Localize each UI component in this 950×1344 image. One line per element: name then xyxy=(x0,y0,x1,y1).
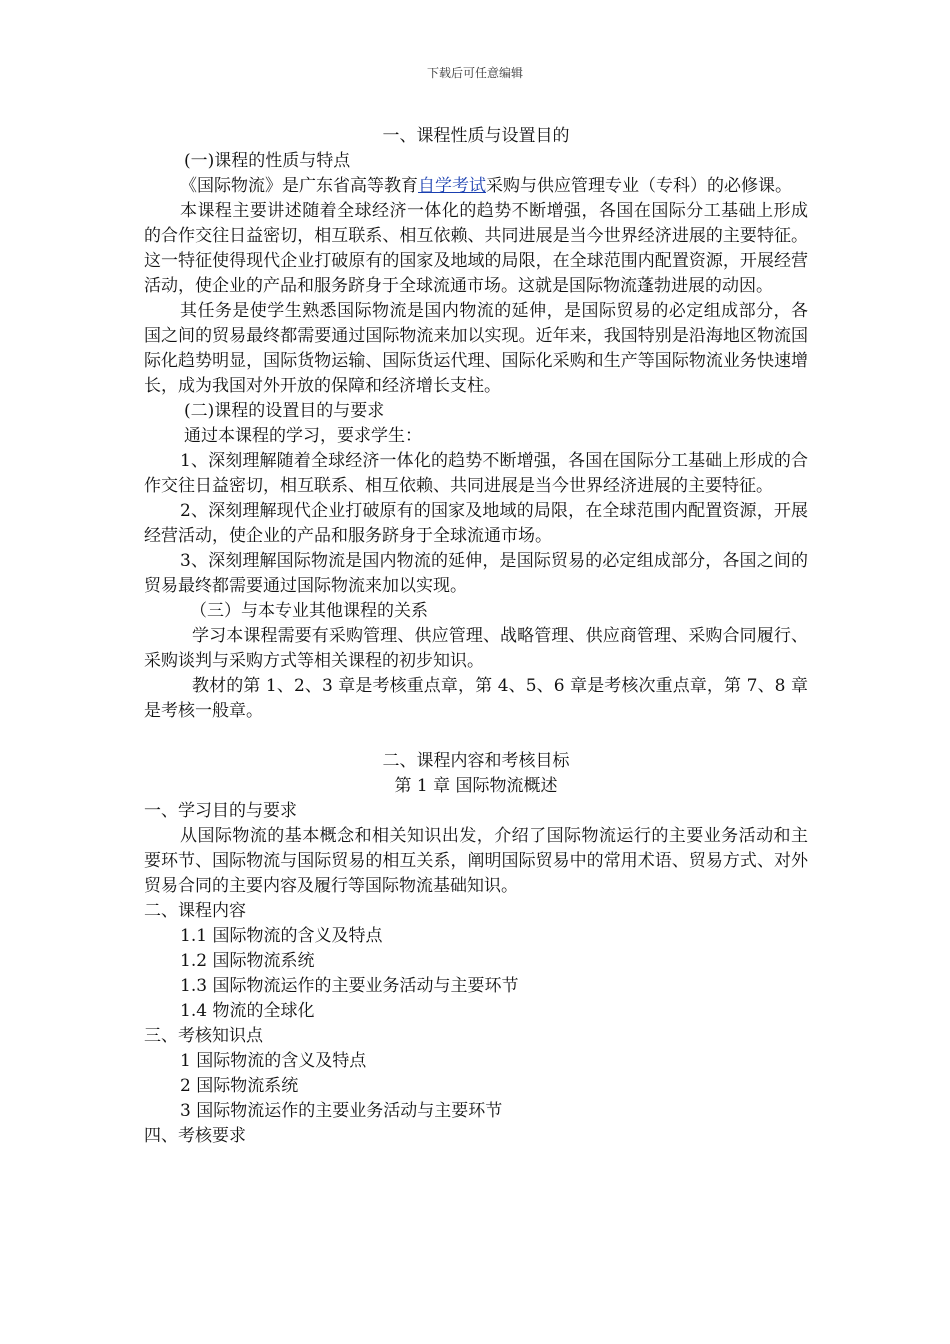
self-study-exam-link[interactable]: 自学考试 xyxy=(418,176,486,196)
section-title-1: 一、课程性质与设置目的 xyxy=(382,126,570,146)
section-title-2: 二、课程内容和考核目标 xyxy=(382,751,570,771)
paragraph-course-task: 其任务是使学生熟悉国际物流是国内物流的延伸，是国际贸易的必定组成部分，各国之间的贸易最终都需要通过国际物流来加以实现。近年来，我国特别是沿海地区物流国际化趋势明显，国际货物运输、国际货运代理、国际化采购和生产等国际物流业务快速增长，成为我国对外开放的保障和经济增长支柱。 xyxy=(144,301,808,396)
list-item: 1 国际物流的含义及特点 xyxy=(180,1051,367,1071)
intro-text-before: 《国际物流》是广东省高等教育 xyxy=(180,176,418,196)
paragraph-course-intro xyxy=(144,174,808,199)
list-item: 1.4 物流的全球化 xyxy=(180,1001,315,1021)
list-item: 3 国际物流运作的主要业务活动与主要环节 xyxy=(180,1101,503,1121)
subheading-purpose: (二)课程的设置目的与要求 xyxy=(184,401,385,421)
paragraph-chapter-weights: 教材的第 1、2、3 章是考核重点章，第 4、5、6 章是考核次重点章，第 7、8 章是考核一般章。 xyxy=(144,676,808,721)
requirement-item-2: 2、深刻理解现代企业打破原有的国家及地域的局限，在全球范围内配置资源，开展经营活动，使企业的产品和服务跻身于全球流通市场。 xyxy=(144,501,808,546)
paragraph-requirements-lead: 通过本课程的学习，要求学生： xyxy=(184,426,422,446)
section-gap xyxy=(144,724,808,749)
list-item: 1.1 国际物流的含义及特点 xyxy=(180,926,383,946)
chapter-title: 第 1 章 国际物流概述 xyxy=(394,776,558,796)
paragraph-prerequisites: 学习本课程需要有采购管理、供应管理、战略管理、供应商管理、采购合同履行、采购谈判与采购方式等相关课程的初步知识。 xyxy=(144,626,808,671)
paragraph-course-content: 本课程主要讲述随着全球经济一体化的趋势不断增强，各国在国际分工基础上形成的合作交往日益密切，相互联系、相互依赖、共同进展是当今世界经济进展的主要特征。这一特征使得现代企业打破原有的国家及地域的局限，在全球范围内配置资源，开展经营活动，使企业的产品和服务跻身于全球流通市场。这就是国际物流蓬勃进展的动因。 xyxy=(144,201,808,296)
subheading-nature: (一)课程的性质与特点 xyxy=(184,151,351,171)
requirement-item-3: 3、深刻理解国际物流是国内物流的延伸，是国际贸易的必定组成部分，各国之间的贸易最终都需要通过国际物流来加以实现。 xyxy=(144,551,808,596)
list-item: 1.2 国际物流系统 xyxy=(180,951,315,971)
page-header: 下载后可任意编辑 xyxy=(426,66,523,80)
heading-learning-goals: 一、学习目的与要求 xyxy=(144,801,297,821)
heading-exam-requirements: 四、考核要求 xyxy=(144,1126,246,1146)
document-body xyxy=(144,124,808,1149)
list-item: 2 国际物流系统 xyxy=(180,1076,299,1096)
requirement-item-1: 1、深刻理解随着全球经济一体化的趋势不断增强，各国在国际分工基础上形成的合作交往日益密切，相互联系、相互依赖、共同进展是当今世界经济进展的主要特征。 xyxy=(144,451,808,496)
list-item: 1.3 国际物流运作的主要业务活动与主要环节 xyxy=(180,976,519,996)
heading-course-contents: 二、课程内容 xyxy=(144,901,246,921)
intro-text-after: 采购与供应管理专业（专科）的必修课。 xyxy=(486,176,792,196)
paragraph-learning-goals: 从国际物流的基本概念和相关知识出发，介绍了国际物流运行的主要业务活动和主要环节、国际物流与国际贸易的相互关系，阐明国际贸易中的常用术语、贸易方式、对外贸易合同的主要内容及履行等国际物流基础知识。 xyxy=(144,826,808,896)
subheading-relations: （三）与本专业其他课程的关系 xyxy=(190,601,428,621)
heading-exam-points: 三、考核知识点 xyxy=(144,1026,263,1046)
